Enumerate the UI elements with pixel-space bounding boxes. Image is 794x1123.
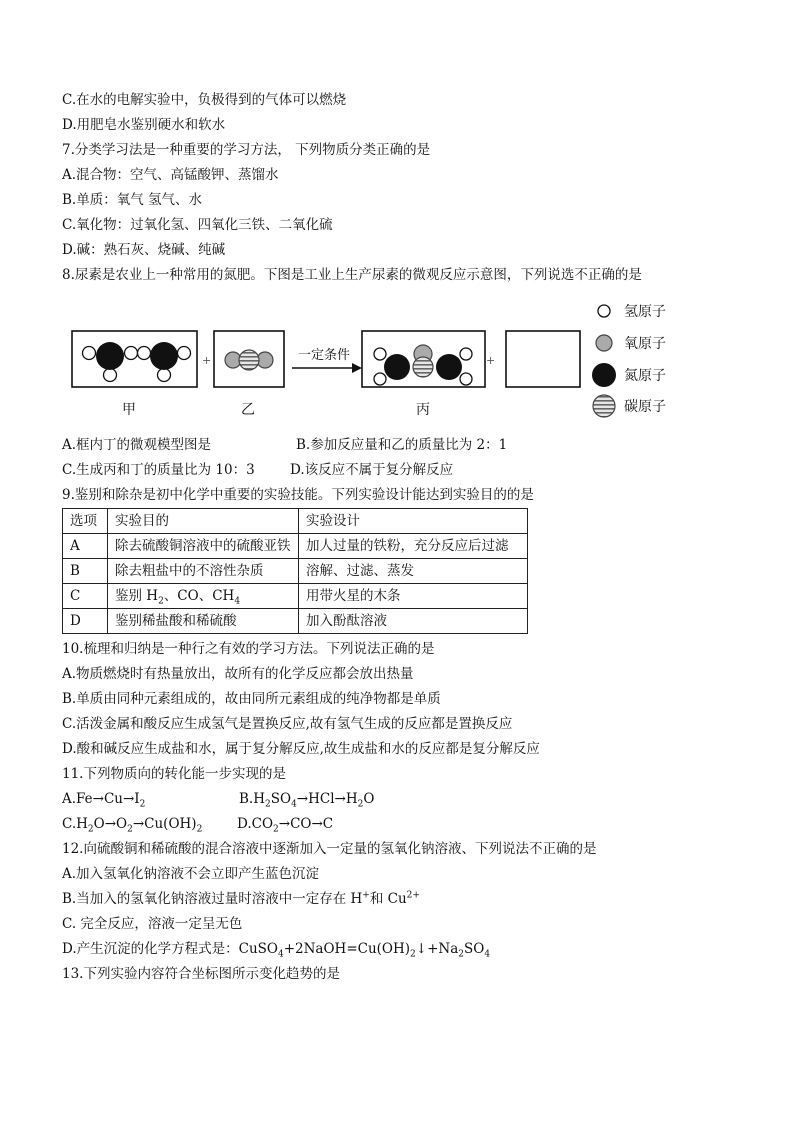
row-design: 用带火星的木条 (299, 584, 528, 609)
row-purpose: 除去粗盐中的不溶性杂质 (108, 559, 299, 584)
molecule-co2 (225, 350, 273, 370)
box-ding (506, 331, 580, 387)
molecule-nh3-1 (83, 342, 138, 382)
label-bing: 丙 (416, 402, 430, 418)
question-11-option-c: $C.H_2O\to O_2\to Cu(OH)_2$ (62, 816, 203, 835)
plus-sign-2: + (486, 354, 496, 367)
row-option: C (63, 584, 108, 609)
question-7-option-b: B.单质：氧气 氢气、水 (62, 192, 203, 208)
plus-sign-1: + (202, 354, 212, 367)
question-10-option-b: B.单质由同种元素组成的，故由同所元素组成的纯净物都是单质 (62, 691, 441, 707)
question-11-option-a: $A.Fe\to Cu\to I_2$ (62, 791, 146, 810)
question-12-option-b: B.当加入的氢氧化钠溶液过量时溶液中一定存在 H+和 $Cu^{2+}$ (62, 890, 420, 907)
question-7: 7.分类学习法是一种重要的学习方法， 下列物质分类正确的是 (62, 142, 431, 158)
question-8-option-b: B.参加反应量和乙的质量比为 2：1 (296, 437, 508, 453)
legend-oxygen-label: 氧原子 (624, 336, 666, 352)
legend-carbon-swatch (593, 395, 615, 417)
table-row (63, 609, 528, 634)
option-d-soap-water: D.用肥皂水鉴别硬水和软水 (62, 117, 226, 133)
header-design: 实验设计 (299, 509, 528, 534)
legend-nitrogen-swatch (592, 363, 616, 387)
row-purpose: 鉴别稀盐酸和稀硫酸 (108, 609, 299, 634)
molecule-nh3-2 (138, 342, 191, 382)
question-10-option-d: D.酸和碱反应生成盐和水，属于复分解反应,故生成盐和水的反应都是复分解反应 (62, 741, 540, 757)
row-design: 加人过量的铁粉，充分反应后过滤 (299, 534, 528, 559)
question-11-option-d: $D.CO_2\to CO\to C$ (237, 816, 334, 835)
header-option: 选项 (63, 509, 108, 534)
question-7-option-c: C.氧化物：过氧化氢、四氧化三铁、二氧化硫 (62, 217, 333, 233)
header-purpose: 实验目的 (108, 509, 299, 534)
question-12-option-d: D.产生沉淀的化学方程式是：$CuSO_4+2NaOH=Cu(OH)_2↓+Na_2SO_4$ (62, 941, 491, 960)
question-12: 12.向硫酸铜和稀硫酸的混合溶液中逐渐加入一定量的氢氧化钠溶液、下列说法不正确的是 (62, 841, 597, 857)
question-12-option-a: A.加入氢氧化钠溶液不会立即产生蓝色沉淀 (62, 866, 320, 882)
question-11-option-b: $B.H_2SO_4\to HCl\to H_2O$ (239, 791, 375, 810)
table-row (63, 584, 528, 609)
label-jia: 甲 (122, 402, 136, 418)
question-11: 11.下列物质向的转化能一步实现的是 (62, 766, 286, 782)
reaction-arrow (292, 363, 362, 373)
table-row (63, 559, 528, 584)
legend-oxygen-swatch (596, 335, 612, 351)
legend-hydrogen-swatch (598, 305, 610, 317)
row-design: 加入酚酞溶液 (299, 609, 528, 634)
question-8: 8.尿素是农业上一种常用的氮肥。下图是工业上生产尿素的微观反应示意图，下列说选不正确的是 (62, 267, 642, 283)
question-7-option-d: D.碱：熟石灰、烧碱、纯碱 (62, 242, 226, 258)
legend-carbon-label: 碳原子 (624, 399, 666, 415)
row-purpose: 鉴别 $H_2$、CO、$CH_4$ (108, 584, 299, 609)
row-purpose: 除去硫酸铜溶液中的硫酸亚铁 (108, 534, 299, 559)
question-7-option-a: A.混合物：空气、高锰酸钾、蒸馏水 (62, 167, 279, 183)
molecule-urea (374, 345, 472, 385)
question-8-option-c: C.生成丙和丁的质量比为 10：3 (62, 462, 255, 478)
question-9: 9.鉴别和除杂是初中化学中重要的实验技能。下列实验设计能达到实验目的的是 (62, 487, 534, 503)
row-option: D (63, 609, 108, 634)
question-8-option-a: A.框内丁的微观模型图是 (62, 437, 212, 453)
legend-nitrogen-label: 氮原子 (624, 368, 666, 384)
question-10-option-a: A.物质燃烧时有热量放出，故所有的化学反应都会放出热量 (62, 666, 414, 682)
question-13: 13.下列实验内容符合坐标图所示变化趋势的是 (62, 966, 340, 982)
option-c-electrolysis: C.在水的电解实验中，负极得到的气体可以燃烧 (62, 92, 347, 108)
row-design: 溶解、过滤、蒸发 (299, 559, 528, 584)
table-row (63, 534, 528, 559)
question-8-option-d: D.该反应不属于复分解反应 (290, 462, 454, 478)
reaction-condition: 一定条件 (298, 348, 351, 363)
question-10-option-c: C.活泼金属和酸反应生成氢气是置换反应,故有氢气生成的反应都是置换反应 (62, 716, 513, 732)
table-header-row (63, 509, 528, 534)
reaction-diagram (66, 296, 706, 426)
row-option: B (63, 559, 108, 584)
question-10: 10.梳理和归纳是一种行之有效的学习方法。下列说法正确的是 (62, 641, 435, 657)
experiment-table (62, 508, 528, 634)
label-yi: 乙 (241, 402, 255, 418)
row-option: A (63, 534, 108, 559)
legend (592, 304, 666, 417)
legend-hydrogen-label: 氢原子 (624, 304, 666, 320)
question-12-option-c: C. 完全反应，溶液一定呈无色 (62, 916, 243, 932)
